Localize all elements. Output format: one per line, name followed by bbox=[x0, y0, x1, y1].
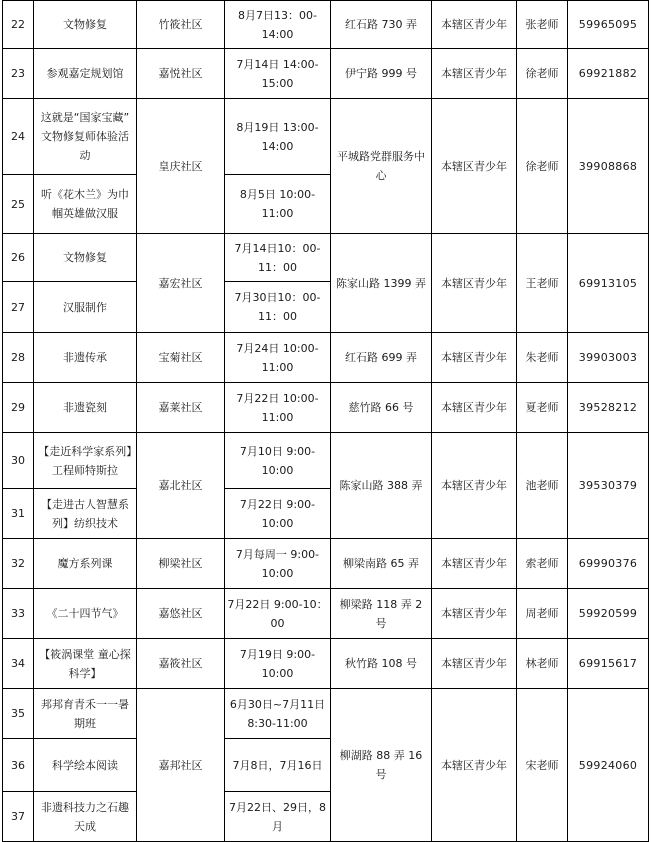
table-row bbox=[3, 333, 649, 383]
activity-name: 【走进古人智慧系列】纺织技术 bbox=[34, 489, 137, 539]
activity-address: 伊宁路 999 号 bbox=[331, 49, 432, 99]
community-name: 柳梁社区 bbox=[137, 539, 225, 589]
community-name: 嘉邦社区 bbox=[137, 689, 225, 842]
community-name: 嘉北社区 bbox=[137, 433, 225, 539]
target-audience: 本辖区青少年 bbox=[432, 383, 517, 433]
activity-address: 平城路党群服务中心 bbox=[331, 99, 432, 234]
target-audience: 本辖区青少年 bbox=[432, 234, 517, 333]
contact-phone: 59965095 bbox=[568, 1, 649, 49]
table-row bbox=[3, 234, 649, 282]
table-row bbox=[3, 589, 649, 639]
activity-name: 【走近科学家系列】工程师特斯拉 bbox=[34, 433, 137, 489]
teacher-name: 夏老师 bbox=[517, 383, 568, 433]
row-id: 28 bbox=[3, 333, 34, 383]
teacher-name: 池老师 bbox=[517, 433, 568, 539]
community-name: 宝菊社区 bbox=[137, 333, 225, 383]
contact-phone: 39528212 bbox=[568, 383, 649, 433]
contact-phone: 69913105 bbox=[568, 234, 649, 333]
activity-time: 7月14日10：00-11：00 bbox=[225, 234, 331, 282]
table-row bbox=[3, 539, 649, 589]
activity-address: 秋竹路 108 号 bbox=[331, 639, 432, 689]
activity-address: 陈家山路 1399 弄 bbox=[331, 234, 432, 333]
contact-phone: 59924060 bbox=[568, 689, 649, 842]
row-id: 35 bbox=[3, 689, 34, 739]
activity-address: 慈竹路 66 号 bbox=[331, 383, 432, 433]
target-audience: 本辖区青少年 bbox=[432, 639, 517, 689]
row-id: 36 bbox=[3, 739, 34, 792]
activity-time: 6月30日~7月11日8:30-11:00 bbox=[225, 689, 331, 739]
table-row bbox=[3, 689, 649, 739]
target-audience: 本辖区青少年 bbox=[432, 99, 517, 234]
activity-time: 7月22日 9:00-10:00 bbox=[225, 489, 331, 539]
row-id: 34 bbox=[3, 639, 34, 689]
activity-name: 文物修复 bbox=[34, 1, 137, 49]
contact-phone: 39908868 bbox=[568, 99, 649, 234]
contact-phone: 69915617 bbox=[568, 639, 649, 689]
target-audience: 本辖区青少年 bbox=[432, 433, 517, 539]
activity-name: 非遗传承 bbox=[34, 333, 137, 383]
teacher-name: 朱老师 bbox=[517, 333, 568, 383]
row-id: 26 bbox=[3, 234, 34, 282]
activity-name: 参观嘉定规划馆 bbox=[34, 49, 137, 99]
teacher-name: 宋老师 bbox=[517, 689, 568, 842]
activity-time: 7月24日 10:00-11:00 bbox=[225, 333, 331, 383]
contact-phone: 39903003 bbox=[568, 333, 649, 383]
table-row bbox=[3, 1, 649, 49]
activity-address: 红石路 730 弄 bbox=[331, 1, 432, 49]
contact-phone: 69921882 bbox=[568, 49, 649, 99]
activity-address: 红石路 699 弄 bbox=[331, 333, 432, 383]
row-id: 27 bbox=[3, 282, 34, 333]
row-id: 33 bbox=[3, 589, 34, 639]
row-id: 22 bbox=[3, 1, 34, 49]
activity-name: 汉服制作 bbox=[34, 282, 137, 333]
row-id: 31 bbox=[3, 489, 34, 539]
community-name: 嘉宏社区 bbox=[137, 234, 225, 333]
activity-name: 非遗瓷刻 bbox=[34, 383, 137, 433]
activity-time: 7月22日 9:00-10：00 bbox=[225, 589, 331, 639]
target-audience: 本辖区青少年 bbox=[432, 49, 517, 99]
activity-address: 柳梁路 118 弄 2 号 bbox=[331, 589, 432, 639]
table-row bbox=[3, 49, 649, 99]
activity-time: 7月22日 10:00-11:00 bbox=[225, 383, 331, 433]
activity-name: 【筱涡课堂 童心探科学】 bbox=[34, 639, 137, 689]
row-id: 32 bbox=[3, 539, 34, 589]
activity-time: 7月30日10：00-11：00 bbox=[225, 282, 331, 333]
activity-address: 陈家山路 388 弄 bbox=[331, 433, 432, 539]
activity-time: 8月19日 13:00-14:00 bbox=[225, 99, 331, 175]
target-audience: 本辖区青少年 bbox=[432, 589, 517, 639]
activity-name: 魔方系列课 bbox=[34, 539, 137, 589]
community-name: 嘉莱社区 bbox=[137, 383, 225, 433]
activity-name: 科学绘本阅读 bbox=[34, 739, 137, 792]
activity-time: 8月5日 10:00-11:00 bbox=[225, 175, 331, 234]
community-name: 嘉悦社区 bbox=[137, 49, 225, 99]
activity-name: 文物修复 bbox=[34, 234, 137, 282]
activity-time: 7月19日 9:00-10:00 bbox=[225, 639, 331, 689]
teacher-name: 徐老师 bbox=[517, 99, 568, 234]
row-id: 37 bbox=[3, 792, 34, 842]
activity-name: 听《花木兰》为巾帼英雄做汉服 bbox=[34, 175, 137, 234]
teacher-name: 张老师 bbox=[517, 1, 568, 49]
target-audience: 本辖区青少年 bbox=[432, 539, 517, 589]
contact-phone: 69990376 bbox=[568, 539, 649, 589]
activity-address: 柳梁南路 65 弄 bbox=[331, 539, 432, 589]
community-name: 竹筱社区 bbox=[137, 1, 225, 49]
activity-schedule-table bbox=[2, 0, 649, 842]
activity-time: 7月22日、29日，8月 bbox=[225, 792, 331, 842]
row-id: 23 bbox=[3, 49, 34, 99]
table-row bbox=[3, 383, 649, 433]
row-id: 25 bbox=[3, 175, 34, 234]
teacher-name: 索老师 bbox=[517, 539, 568, 589]
activity-time: 7月8日，7月16日 bbox=[225, 739, 331, 792]
teacher-name: 周老师 bbox=[517, 589, 568, 639]
activity-name: 《二十四节气》 bbox=[34, 589, 137, 639]
table-row bbox=[3, 433, 649, 489]
activity-time: 7月每周一 9:00-10:00 bbox=[225, 539, 331, 589]
activity-address: 柳湖路 88 弄 16 号 bbox=[331, 689, 432, 842]
target-audience: 本辖区青少年 bbox=[432, 333, 517, 383]
row-id: 24 bbox=[3, 99, 34, 175]
teacher-name: 林老师 bbox=[517, 639, 568, 689]
activity-time: 7月10日 9:00-10:00 bbox=[225, 433, 331, 489]
activity-name: 邦邦育青禾一一暑期班 bbox=[34, 689, 137, 739]
contact-phone: 39530379 bbox=[568, 433, 649, 539]
community-name: 嘉筱社区 bbox=[137, 639, 225, 689]
activity-name: 非遗科技力之石趣天成 bbox=[34, 792, 137, 842]
contact-phone: 59920599 bbox=[568, 589, 649, 639]
activity-name: 这就是“国家宝藏” 文物修复师体验活动 bbox=[34, 99, 137, 175]
activity-time: 7月14日 14:00-15:00 bbox=[225, 49, 331, 99]
teacher-name: 王老师 bbox=[517, 234, 568, 333]
row-id: 30 bbox=[3, 433, 34, 489]
table-row bbox=[3, 639, 649, 689]
community-name: 皇庆社区 bbox=[137, 99, 225, 234]
activity-time: 8月7日13：00-14:00 bbox=[225, 1, 331, 49]
target-audience: 本辖区青少年 bbox=[432, 689, 517, 842]
teacher-name: 徐老师 bbox=[517, 49, 568, 99]
table-row bbox=[3, 99, 649, 175]
row-id: 29 bbox=[3, 383, 34, 433]
community-name: 嘉悠社区 bbox=[137, 589, 225, 639]
target-audience: 本辖区青少年 bbox=[432, 1, 517, 49]
